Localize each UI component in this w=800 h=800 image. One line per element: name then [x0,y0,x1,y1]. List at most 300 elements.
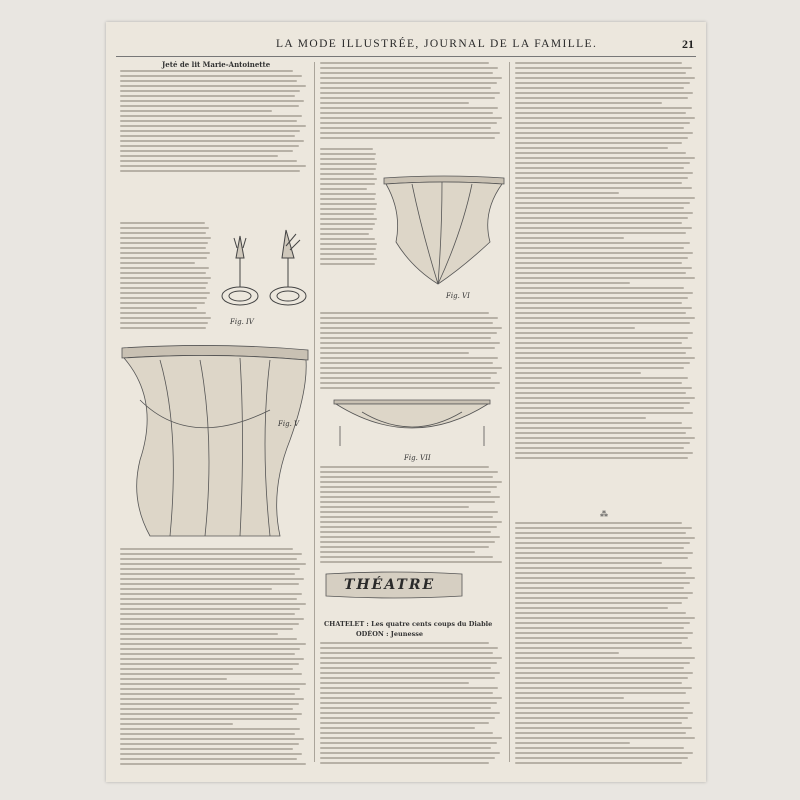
text-line [320,82,497,84]
text-line [120,267,209,269]
header-rule [116,56,696,57]
text-line [515,167,684,169]
text-line [515,547,684,549]
text-line [120,673,302,675]
text-line [515,92,693,94]
text-line [515,232,686,234]
text-line [120,242,208,244]
text-line [320,471,498,473]
text-line [120,663,299,665]
text-line [120,85,306,87]
text-line [120,763,306,765]
text-line [515,722,682,724]
text-line [120,232,206,234]
left-column-text-mid [120,222,212,332]
text-line [515,137,688,139]
text-line [320,233,369,235]
text-line [320,148,373,150]
text-line [320,466,489,468]
text-line [515,757,688,759]
text-line [320,647,498,649]
text-line [320,112,493,114]
text-line [320,122,497,124]
text-line [515,107,692,109]
text-line [120,753,302,755]
section-separator: ⁂ [600,510,608,519]
text-line [320,742,497,744]
text-line [120,598,297,600]
text-line [515,427,692,429]
text-line [120,678,227,680]
text-line [515,357,695,359]
text-line [320,97,495,99]
text-line [320,203,377,205]
text-line [515,377,688,379]
text-line [120,688,300,690]
text-line [515,212,693,214]
text-line [120,125,306,127]
text-line [120,90,300,92]
text-line [320,357,498,359]
text-line [320,238,375,240]
text-line [515,372,641,374]
text-line [515,367,684,369]
text-line [515,597,688,599]
text-line [120,608,300,610]
text-line [515,527,692,529]
text-line [515,612,686,614]
text-line [515,152,686,154]
text-line [515,637,688,639]
text-line [320,327,502,329]
text-line [120,713,302,715]
text-line [515,562,662,564]
text-line [515,747,684,749]
text-line [320,178,377,180]
text-line [515,347,692,349]
text-line [320,657,502,659]
text-line [515,62,682,64]
text-line [320,752,500,754]
text-line [320,223,375,225]
text-line [320,337,491,339]
text-line [515,732,686,734]
text-line [120,160,297,162]
text-line [120,573,295,575]
theatre-subtitle-chatelet: CHATELET : Les quatre cents coups du Diable [324,620,493,628]
text-line [320,491,491,493]
text-line [515,662,690,664]
text-line [320,258,377,260]
text-line [320,62,489,64]
text-line [120,583,299,585]
text-line [515,537,695,539]
text-line [515,297,688,299]
text-line [120,105,299,107]
text-line [320,486,497,488]
text-line [320,77,502,79]
fig5-caption: Fig. V [278,420,300,428]
text-line [515,142,682,144]
text-line [515,617,695,619]
text-line [515,82,690,84]
text-line [515,182,682,184]
text-line [120,743,299,745]
text-line [320,536,500,538]
text-line [320,387,495,389]
text-line [320,546,489,548]
text-line [515,457,688,459]
page-number: 21 [682,37,694,51]
text-line [120,588,272,590]
text-line [320,672,500,674]
jete-heading: Jeté de lit Marie-Antoinette [162,60,271,69]
text-line [120,578,304,580]
text-line [320,521,502,523]
text-line [120,80,297,82]
text-line [515,72,686,74]
text-line [515,742,630,744]
text-line [515,587,684,589]
text-line [515,657,695,659]
text-line [515,207,684,209]
text-line [120,135,295,137]
text-line [120,75,302,77]
text-line [515,702,690,704]
text-line [120,623,299,625]
text-line [515,67,692,69]
text-line [120,272,206,274]
text-line [120,110,272,112]
text-line [120,648,300,650]
text-line [515,602,682,604]
text-line [515,422,682,424]
text-line [515,277,695,279]
text-line [120,698,304,700]
text-line [120,738,304,740]
text-line [320,747,491,749]
text-line [120,548,293,550]
text-line [515,117,695,119]
text-line [515,667,684,669]
text-line [320,322,493,324]
text-line [120,553,302,555]
fig7-caption: Fig. VII [404,454,431,462]
text-line [320,127,491,129]
text-line [320,496,500,498]
text-line [515,572,686,574]
text-line [320,72,493,74]
text-line [120,287,206,289]
text-line [120,683,306,685]
fig7-illustration [332,396,492,450]
text-line [320,481,502,483]
text-line [320,717,495,719]
text-line [515,292,693,294]
text-line [320,762,489,764]
text-line [120,327,206,329]
text-line [120,222,205,224]
text-line [515,642,682,644]
fig6-caption: Fig. VI [446,292,470,300]
text-line [515,522,682,524]
text-line [120,282,208,284]
text-line [515,222,682,224]
text-line [320,687,498,689]
text-line [320,342,500,344]
text-line [515,627,684,629]
text-line [320,712,500,714]
text-line [120,748,293,750]
text-line [515,87,684,89]
text-line [320,218,377,220]
fig4-caption: Fig. IV [230,318,254,326]
left-column-text-bottom [120,548,308,768]
text-line [320,107,498,109]
text-line [320,163,377,165]
text-line [120,693,295,695]
text-line [515,682,682,684]
text-line [120,593,302,595]
text-line [515,707,684,709]
text-line [120,100,304,102]
text-line [320,367,502,369]
text-line [515,162,690,164]
text-line [515,582,690,584]
text-line [515,392,686,394]
text-line [515,197,695,199]
text-line [515,577,695,579]
text-line [515,752,693,754]
text-line [120,297,207,299]
text-line [515,452,693,454]
text-line [120,718,297,720]
text-line [120,257,207,259]
fig6-illustration [382,172,506,290]
text-line [320,208,376,210]
text-line [120,120,297,122]
text-line [515,717,688,719]
text-line [515,267,692,269]
text-line [515,557,688,559]
text-line [320,727,475,729]
text-line [515,647,692,649]
text-line [515,672,693,674]
text-line [515,157,695,159]
text-line [515,332,693,334]
text-line [515,237,624,239]
text-line [320,677,495,679]
text-line [120,668,293,670]
middle-column-text-mid2 [320,312,504,394]
text-line [515,172,693,174]
text-line [320,732,493,734]
text-line [515,387,692,389]
text-line [515,307,692,309]
text-line [320,667,491,669]
text-line [515,337,688,339]
text-line [120,252,210,254]
text-line [320,682,469,684]
text-line [120,317,211,319]
text-line [320,511,498,513]
text-line [320,137,495,139]
text-line [515,312,686,314]
theatre-subtitle-odeon: ODÉON : Jeunesse [356,630,424,638]
text-line [515,102,662,104]
text-line [320,188,367,190]
text-line [320,692,493,694]
text-line [320,382,500,384]
text-line [320,317,498,319]
middle-column-text-top [320,62,504,144]
text-line [515,442,690,444]
text-line [120,628,293,630]
fig5-illustration [120,340,310,540]
text-line [515,187,692,189]
theatre-banner [324,570,464,620]
text-line [120,563,306,565]
text-line [515,327,635,329]
text-line [515,77,695,79]
text-line [120,170,300,172]
text-line [120,150,293,152]
text-line [515,417,646,419]
text-line [515,262,682,264]
text-line [320,501,495,503]
text-line [320,87,491,89]
fig4-illustration [216,218,312,318]
text-line [120,227,209,229]
text-line [320,561,502,563]
text-line [120,312,206,314]
text-line [320,757,495,759]
text-line [120,165,306,167]
text-line [320,312,489,314]
text-line [120,613,295,615]
text-line [515,242,690,244]
text-line [515,177,688,179]
text-line [120,237,211,239]
text-line [515,542,690,544]
text-line [515,317,695,319]
text-line [320,347,495,349]
text-line [515,127,684,129]
text-line [120,653,295,655]
middle-column-text-lower [320,466,504,566]
text-line [515,217,688,219]
text-line [320,153,376,155]
text-line [515,122,690,124]
text-line [120,603,306,605]
text-line [120,638,297,640]
text-line [120,758,297,760]
text-line [515,687,692,689]
text-line [320,707,491,709]
text-line [120,723,233,725]
text-line [515,342,682,344]
text-line [515,447,684,449]
text-line [320,526,497,528]
text-line [320,332,497,334]
text-line [120,115,302,117]
text-line [515,302,682,304]
text-line [120,643,306,645]
text-line [320,117,502,119]
text-line [320,362,493,364]
text-line [515,592,693,594]
text-line [320,697,502,699]
text-line [320,193,376,195]
theatre-title: THÉATRE [344,577,436,593]
text-line [515,132,693,134]
text-line [320,352,469,354]
text-line [120,140,304,142]
text-line [515,622,690,624]
text-line [320,67,498,69]
text-line [515,737,695,739]
running-head: LA MODE ILLUSTRÉE, JOURNAL DE LA FAMILLE. [276,38,598,50]
text-line [120,95,295,97]
text-line [120,70,293,72]
text-line [320,737,502,739]
text-line [515,287,684,289]
text-line [320,722,489,724]
text-line [515,412,693,414]
text-line [515,112,686,114]
left-column-text-top [120,70,308,178]
text-line [515,762,682,764]
text-line [320,541,495,543]
text-line [320,248,376,250]
text-line [320,102,469,104]
text-line [320,183,375,185]
text-line [320,642,489,644]
text-line [320,228,373,230]
text-line [320,173,374,175]
column-divider-right [509,62,510,762]
journal-page [106,22,706,782]
text-line [320,253,374,255]
text-line [515,567,692,569]
text-line [515,697,624,699]
text-line [515,432,686,434]
text-line [515,712,693,714]
text-line [515,632,693,634]
text-line [320,158,375,160]
text-line [320,168,376,170]
right-column-text-bottom [515,522,697,768]
text-line [515,147,668,149]
text-line [320,556,493,558]
text-line [320,213,374,215]
text-line [515,727,692,729]
text-line [120,247,206,249]
middle-column-text-mid [320,148,378,308]
text-line [320,516,493,518]
text-line [320,551,475,553]
text-line [515,677,688,679]
text-line [320,662,497,664]
text-line [120,733,295,735]
text-line [515,252,693,254]
text-line [120,302,205,304]
text-line [515,692,686,694]
text-line [120,322,208,324]
text-line [515,652,619,654]
text-line [120,658,304,660]
text-line [120,262,195,264]
